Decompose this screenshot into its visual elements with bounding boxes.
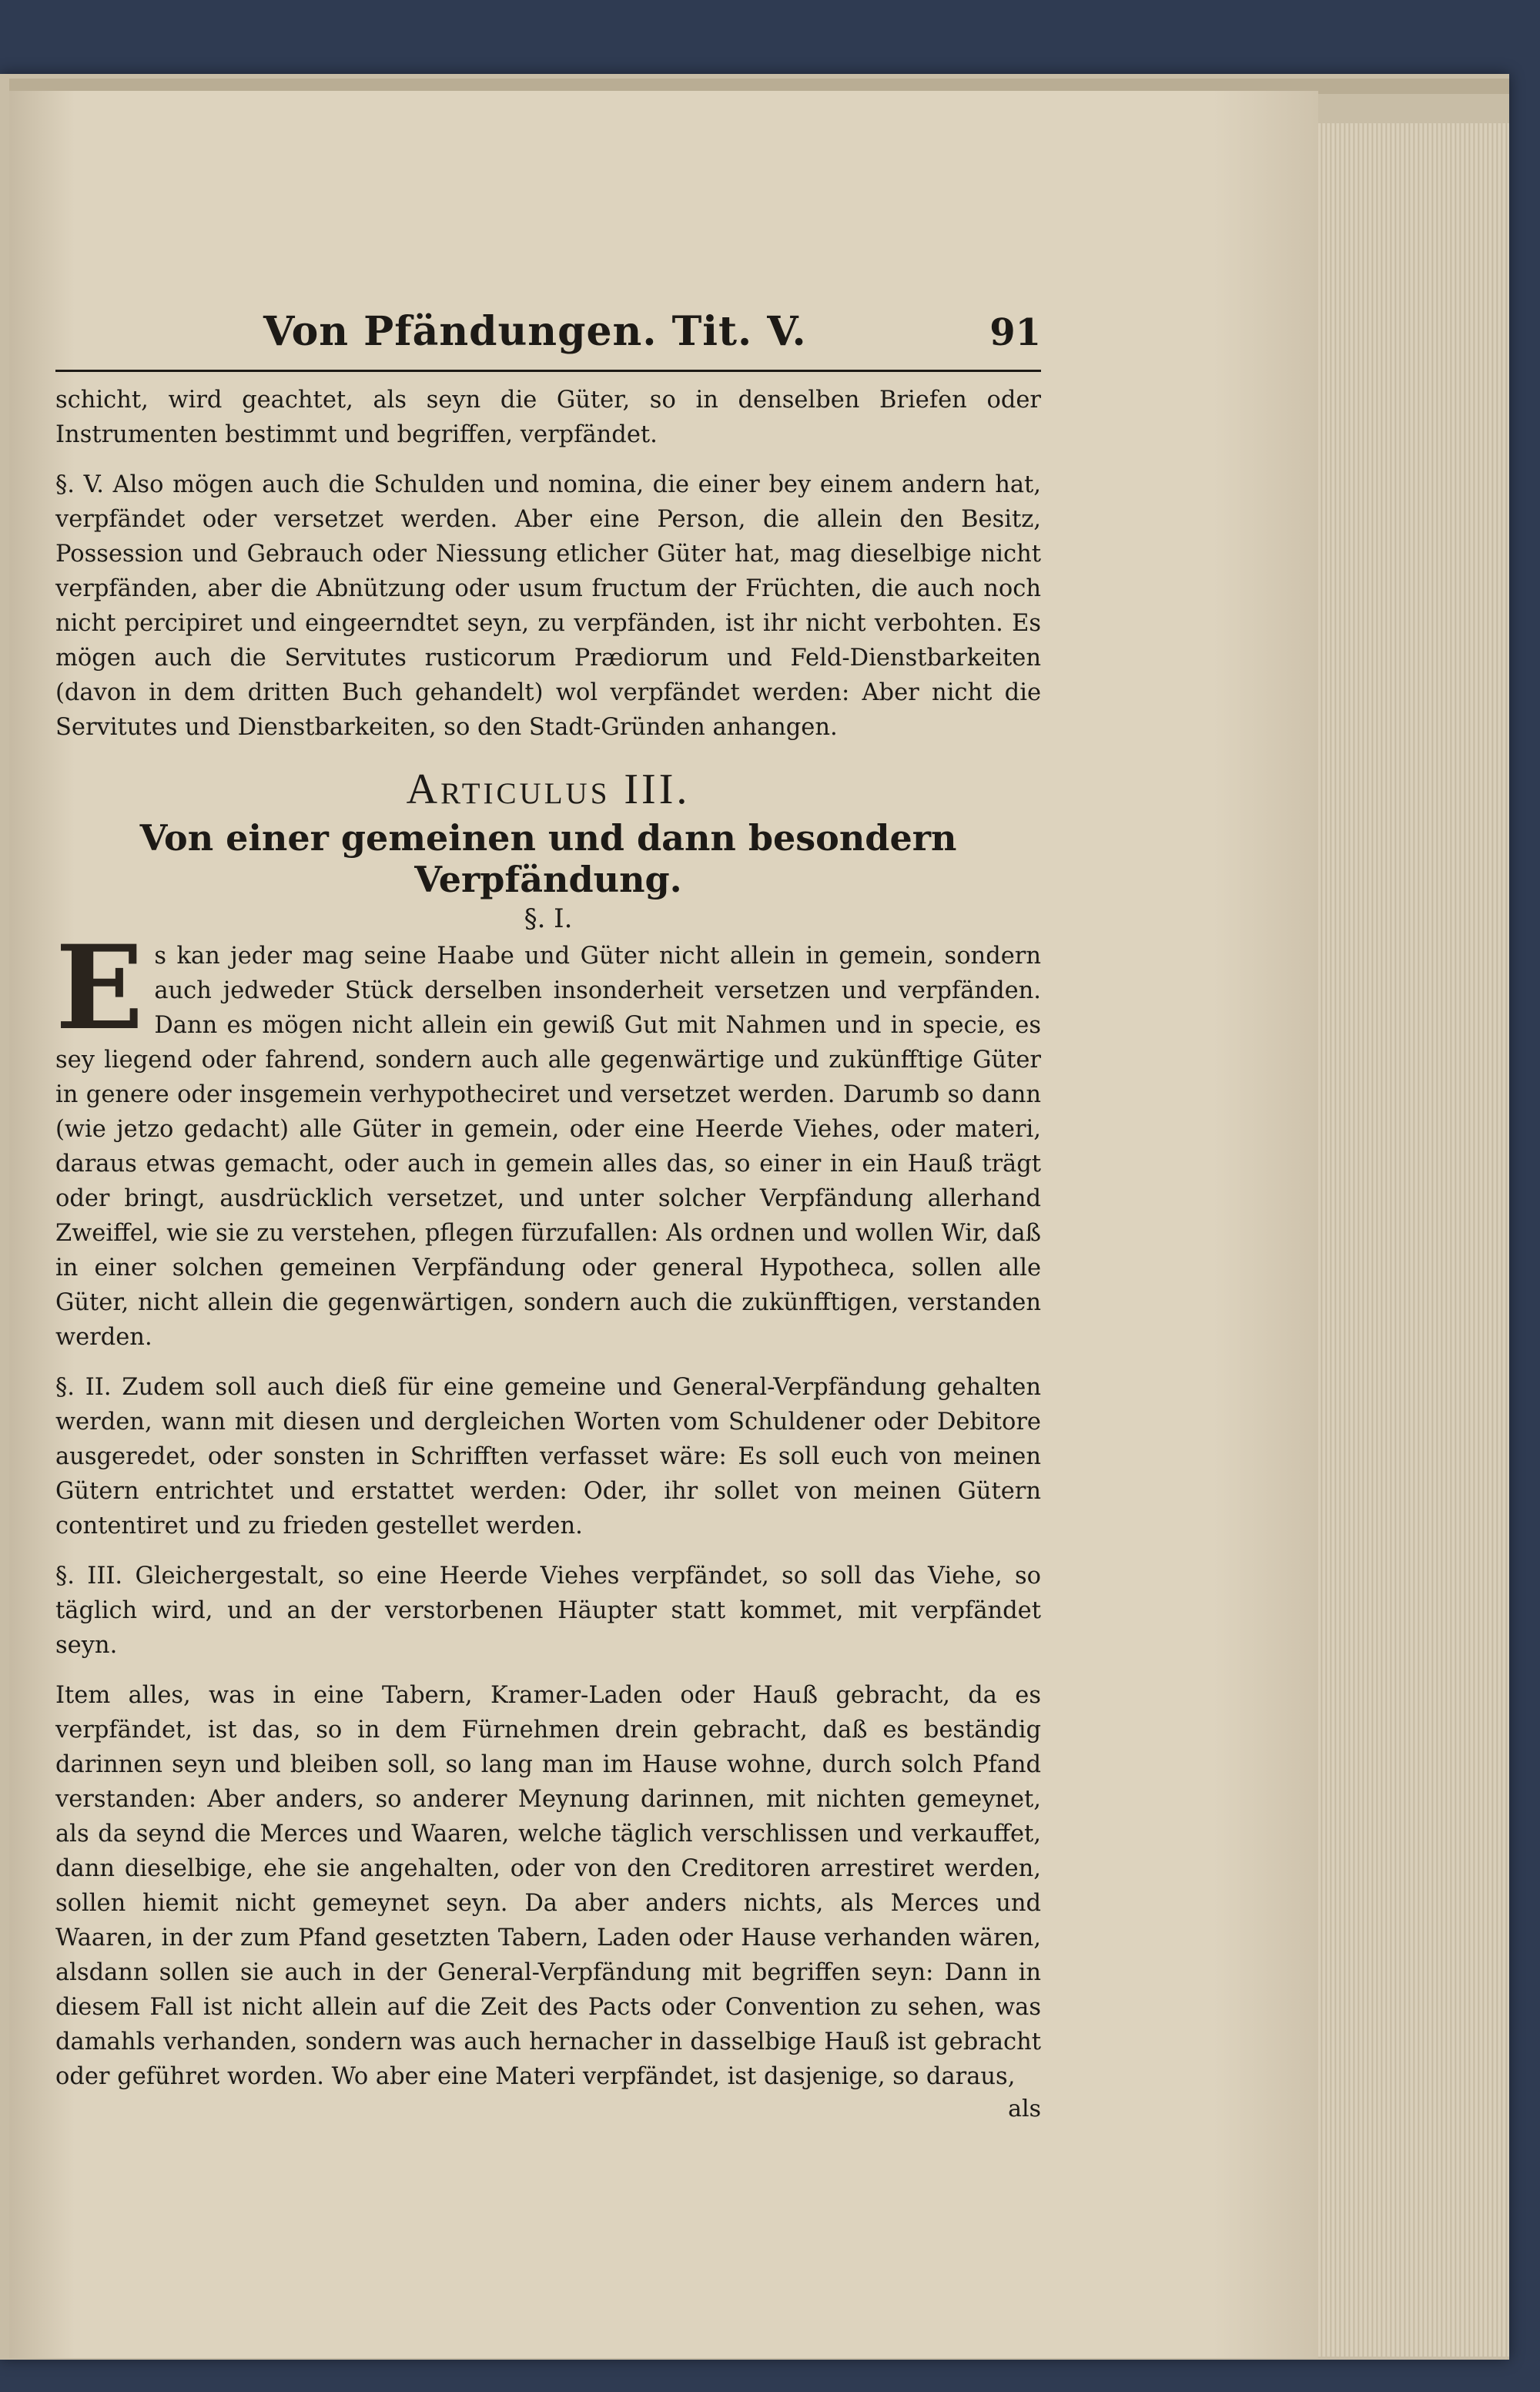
paragraph-section-v: §. V. Also mögen auch die Schulden und nomina, die einer bey einem andern hat, verpfändet oder versetzet werden. Aber eine Person, die allein den Besitz, Possession und Gebrauch oder Niessung etlicher Güter hat, mag dieselbige nicht verpfänden, aber die Abnützung oder usum fructum der Früchten, die auch noch nicht percipiret und eingeerndtet seyn, zu verpfänden, ist ihr nicht verbohten. Es mögen auch die Servitutes rusticorum Prædiorum und Feld-Dienstbarkeiten (davon in dem dritten Buch gehandelt) wol verpfändet werden: Aber nicht die Servitutes und Dienstbarkeiten, so den Stadt-Gründen anhangen. bbox=[55, 471, 1041, 741]
page-content bbox=[55, 308, 1041, 2122]
drop-cap: E bbox=[55, 920, 144, 1056]
page-fore-edge bbox=[1318, 123, 1509, 2357]
page-number: 91 bbox=[989, 311, 1041, 354]
catchword: als bbox=[1008, 2096, 1041, 2122]
article-title: Von einer gemeinen und dann besondern Verpfändung. bbox=[139, 817, 957, 900]
paragraph-continuation: schicht, wird geachtet, als seyn die Güter, so in denselben Briefen oder Instrumenten bestimmt und begriffen, verpfändet. bbox=[55, 387, 1041, 448]
running-head: Von Pfändungen. Tit. V. bbox=[263, 308, 807, 355]
paragraph-item: Item alles, was in eine Tabern, Kramer-Laden oder Hauß gebracht, da es verpfändet, ist das, so in dem Fürnehmen drein gebracht, daß es beständig darinnen seyn und bleiben soll, so lang man im Hause wohne, durch solch Pfand verstanden: Aber anders, so anderer Meynung darinnen, mit nichten gemeynet, als da seynd die Merces und Waaren, welche täglich verschlissen und verkauffet, dann dieselbige, ehe sie angehalten, oder von den Creditoren arrestiret werden, sollen hiemit nicht gemeynet seyn. Da aber anders nichts, als Merces und Waaren, in der zum Pfand gesetzten Tabern, Laden oder Hause verhanden wären, alsdann sollen sie auch in der General-Verpfändung mit begriffen seyn: Dann in diesem Fall ist nicht allein auf die Zeit des Pacts oder Convention zu sehen, was damahls verhanden, sondern was auch hernacher in dasselbige Hauß ist gebracht oder geführet worden. Wo aber eine Materi verpfändet, ist dasjenige, so daraus, bbox=[55, 1682, 1041, 2090]
paragraph-section-ii: §. II. Zudem soll auch dieß für eine gemeine und General-Verpfändung gehalten werden, wann mit diesen und dergleichen Worten vom Schuldener oder Debitore ausgeredet, oder sonsten in Schrifften verfasset wäre: Es soll euch von meinen Gütern entrichtet und erstattet werden: Oder, ihr sollet von meinen Gütern contentiret und zu frieden gestellet werden. bbox=[55, 1374, 1041, 1539]
paragraph-section-iii: §. III. Gleichergestalt, so eine Heerde Viehes verpfändet, so soll das Viehe, so täglich wird, und an der verstorbenen Häupter statt kommet, mit verpfändet seyn. bbox=[55, 1563, 1041, 1659]
page-header bbox=[55, 308, 1041, 372]
paragraph-section-i-text: s kan jeder mag seine Haabe und Güter nicht allein in gemein, sondern auch jedweder Stück derselben insonderheit versetzen und verpfänden. Dann es mögen nicht allein ein gewiß Gut mit Nahmen und in specie, es sey liegend oder fahrend, sondern auch alle gegenwärtige und zukünfftige Güter in genere oder insgemein verhypotheciret und versetzet werden. Darumb so dann (wie jetzo gedacht) alle Güter in gemein, oder eine Heerde Viehes, oder materi, daraus etwas gemacht, oder auch in gemein alles das, so einer in ein Hauß trägt oder bringt, ausdrücklich versetzet, und unter solcher Verpfändung allerhand Zweiffel, wie sie zu verstehen, pflegen fürzufallen: Als ordnen und wollen Wir, daß in einer solchen gemeinen Verpfändung oder general Hypotheca, sollen alle Güter, nicht allein die gegenwärtigen, sondern auch die zukünfftigen, verstanden werden. bbox=[55, 943, 1041, 1351]
article-heading: Articulus III. bbox=[406, 766, 691, 813]
paragraph-section-i bbox=[55, 920, 1041, 1355]
section-mark: §. I. bbox=[524, 903, 573, 934]
